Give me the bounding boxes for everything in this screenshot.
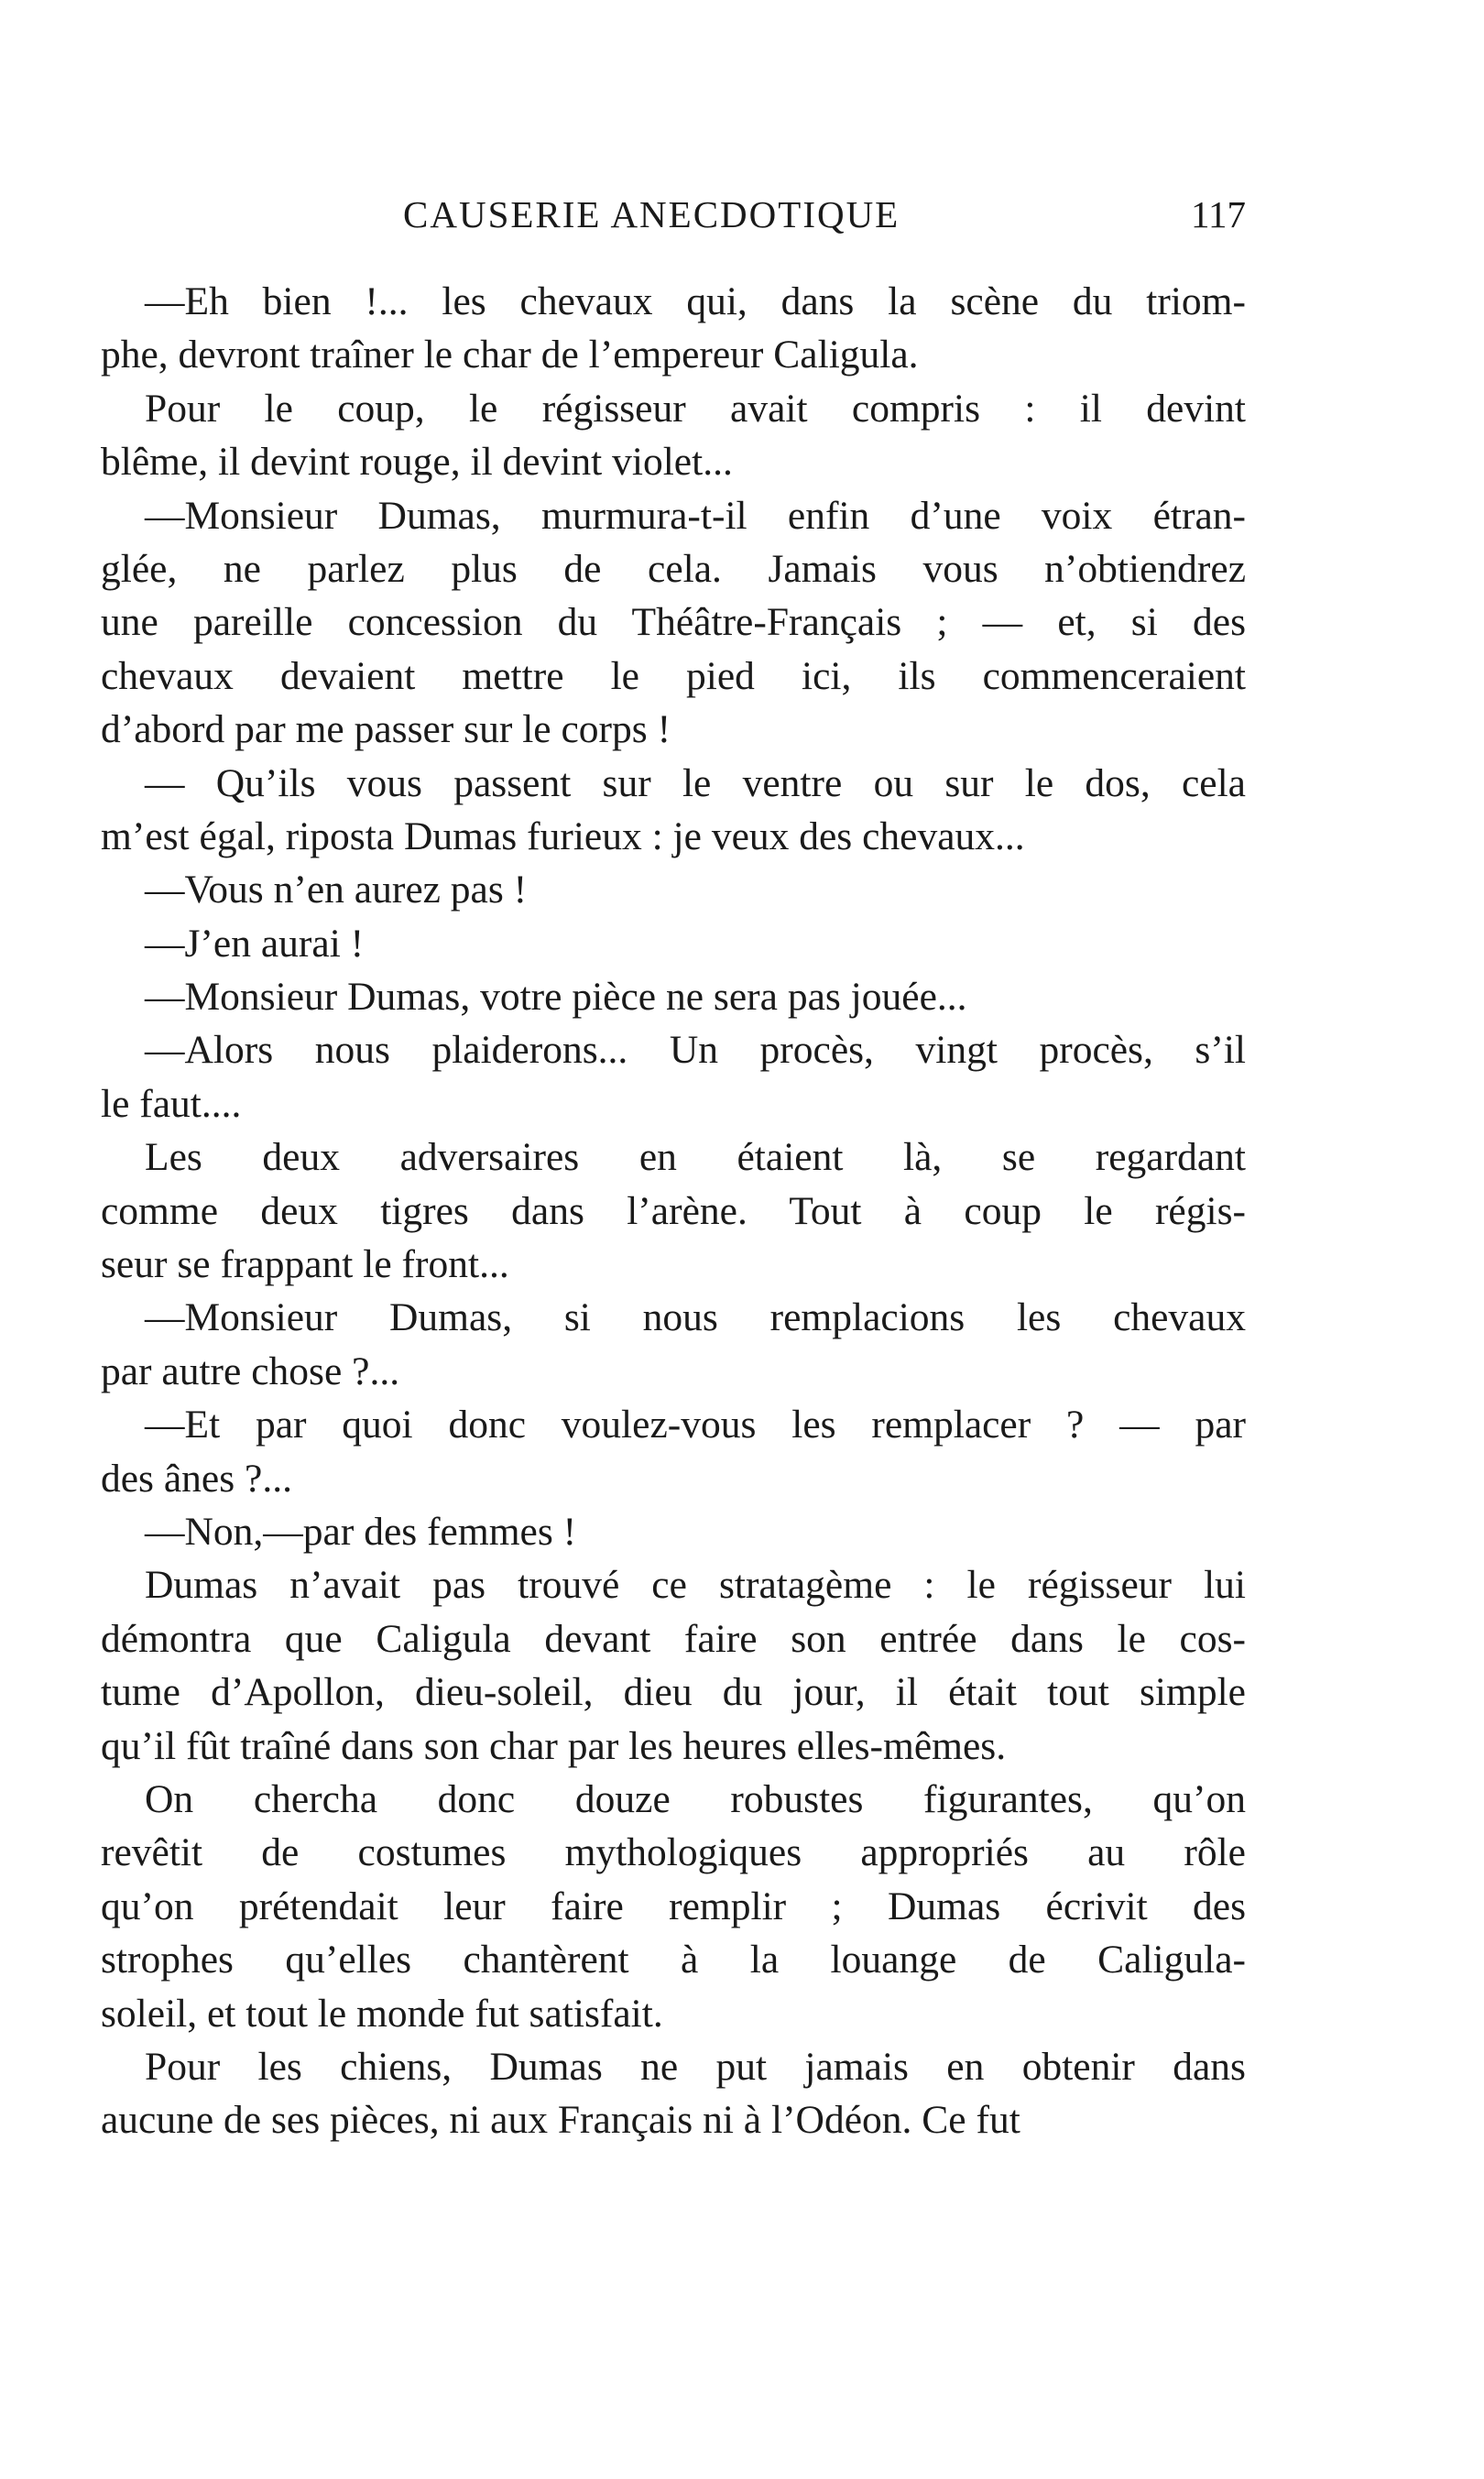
text-line: comme deux tigres dans l’arène. Tout à coup le régis- (101, 1188, 1246, 1233)
text-line: seur se frappant le front... (101, 1242, 509, 1287)
text-line: le faut.... (101, 1081, 242, 1126)
text-line: m’est égal, riposta Dumas furieux : je veux des chevaux... (101, 814, 1025, 858)
body-text (101, 275, 1246, 2147)
text-line: qu’il fût traîné dans son char par les heures elles-mêmes. (101, 1723, 1007, 1768)
text-line: soleil, et tout le monde fut satisfait. (101, 1991, 663, 2036)
paragraph (101, 917, 1246, 970)
text-line: On chercha donc douze robustes figurantes, qu’on (145, 1776, 1246, 1821)
text-line: — Qu’ils vous passent sur le ventre ou sur le dos, cela (145, 760, 1246, 805)
text-line: d’abord par me passer sur le corps ! (101, 707, 671, 752)
running-title: CAUSERIE ANECDOTIQUE (403, 193, 900, 235)
paragraph (101, 863, 1246, 916)
text-line: —Vous n’en aurez pas ! (145, 868, 528, 912)
running-head (101, 192, 1246, 238)
text-line: Pour le coup, le régisseur avait compris : il devint (145, 386, 1246, 431)
paragraph (101, 275, 1246, 382)
page-number: 117 (1191, 193, 1246, 235)
text-line: —Eh bien !... les chevaux qui, dans la scène du triom- (145, 279, 1246, 323)
text-line: strophes qu’elles chantèrent à la louange de Caligula- (101, 1938, 1246, 1982)
paragraph (101, 1505, 1246, 1558)
paragraph (101, 489, 1246, 757)
text-line: —Monsieur Dumas, murmura-t-il enfin d’une voix étran- (145, 493, 1246, 538)
text-line: une pareille concession du Théâtre-Français ; — et, si des (101, 600, 1246, 645)
text-line: tume d’Apollon, dieu-soleil, dieu du jour, il était tout simple (101, 1670, 1246, 1715)
paragraph (101, 1558, 1246, 1773)
text-line: Pour les chiens, Dumas ne put jamais en obtenir dans (145, 2044, 1246, 2089)
text-line: —Et par quoi donc voulez-vous les remplacer ? — par (145, 1403, 1246, 1447)
paragraph (101, 1291, 1246, 1398)
text-line: glée, ne parlez plus de cela. Jamais vous n’obtiendrez (101, 546, 1246, 591)
text-line: chevaux devaient mettre le pied ici, ils commenceraient (101, 653, 1246, 698)
paragraph (101, 382, 1246, 489)
text-line: démontra que Caligula devant faire son entrée dans le cos- (101, 1616, 1246, 1661)
text-line: phe, devront traîner le char de l’empereur Caligula. (101, 333, 919, 377)
text-line: —Monsieur Dumas, votre pièce ne sera pas jouée... (145, 975, 967, 1020)
text-line: —Monsieur Dumas, si nous remplacions les chevaux (145, 1295, 1246, 1340)
text-line: Dumas n’avait pas trouvé ce stratagème : le régisseur lui (145, 1563, 1246, 1608)
text-line: revêtit de costumes mythologiques appropriés au rôle (101, 1830, 1246, 1875)
paragraph (101, 1773, 1246, 2040)
text-line: des ânes ?... (101, 1456, 292, 1501)
paragraph (101, 2040, 1246, 2147)
paragraph (101, 970, 1246, 1023)
text-line: qu’on prétendait leur faire remplir ; Dumas écrivit des (101, 1884, 1246, 1928)
paragraph (101, 1130, 1246, 1291)
text-line: —Alors nous plaiderons... Un procès, vingt procès, s’il (145, 1028, 1246, 1073)
paragraph (101, 1398, 1246, 1505)
text-line: —J’en aurai ! (145, 921, 365, 966)
text-line: aucune de ses pièces, ni aux Français ni à l’Odéon. Ce fut (101, 2098, 1020, 2143)
text-line: par autre chose ?... (101, 1349, 400, 1393)
paragraph (101, 757, 1246, 864)
paragraph (101, 1023, 1246, 1130)
text-line: —Non,—par des femmes ! (145, 1509, 577, 1554)
text-line: Les deux adversaires en étaient là, se regardant (145, 1135, 1246, 1180)
text-line: blême, il devint rouge, il devint violet... (101, 440, 733, 485)
